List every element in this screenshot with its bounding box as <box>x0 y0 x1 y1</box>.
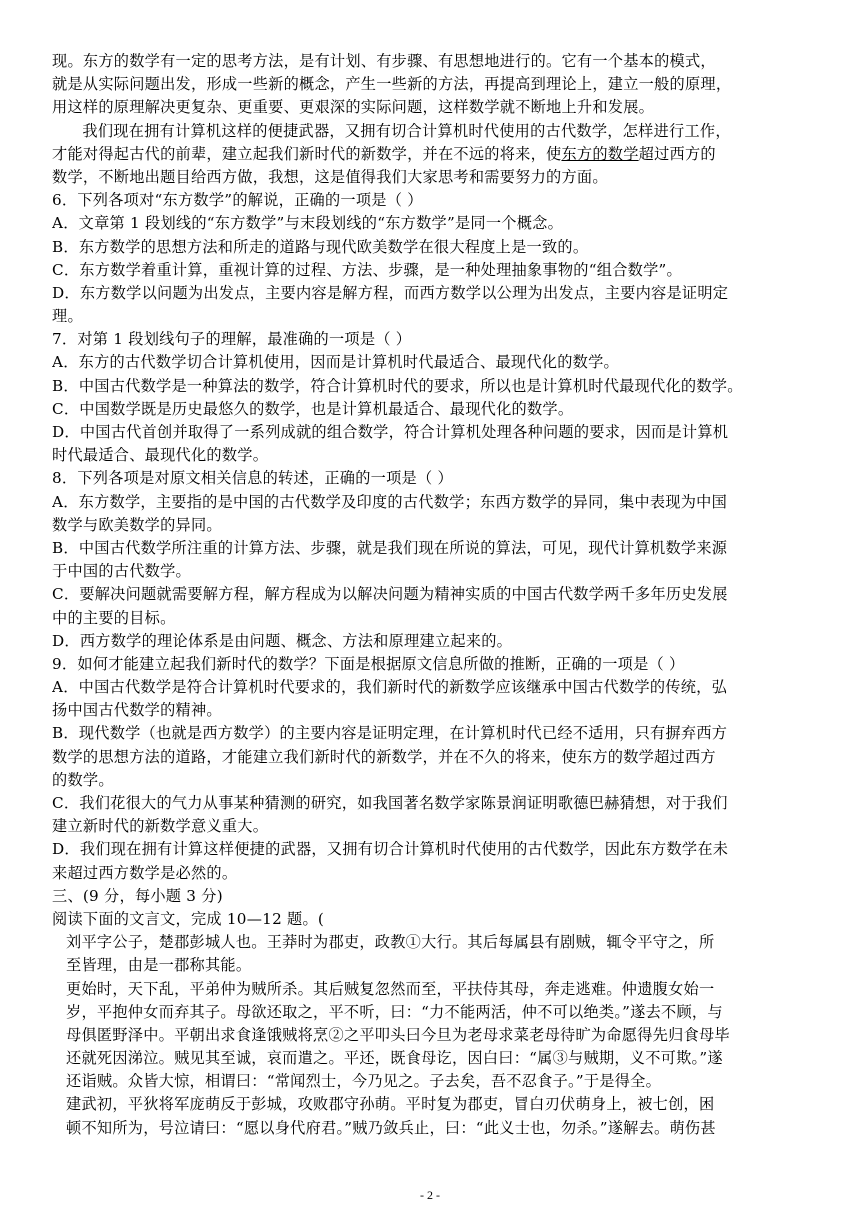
text-line: C．我们花很大的气力从事某种猜测的研究，如我国著名数学家陈景润证明歌德巴赫猜想，对于我们 <box>52 794 728 812</box>
text-line: A．文章第 1 段划线的“东方数学”与末段划线的“东方数学”是同一个概念。 <box>52 214 564 233</box>
text-line: 数学与欧美数学的异同。 <box>52 515 222 534</box>
text-line: D．西方数学的理论体系是由问题、概念、方法和原理建立起来的。 <box>52 631 513 650</box>
text-line: 还诣贼。众皆大惊，相谓曰：“常闻烈士，今乃见之。子去矣，吾不忍食子。”于是得全。 <box>66 1072 662 1091</box>
text-line: C．要解决问题就需要解方程，解方程成为以解决问题为精神实质的中国古代数学两千多年历史发展 <box>52 585 728 604</box>
text-line: 中的主要的目标。 <box>52 608 176 627</box>
text-line: 时代最适合、最现代化的数学。 <box>52 446 269 465</box>
text-line: 数学，不断地出题目给西方做，我想，这是值得我们大家思考和需要努力的方面。 <box>52 167 608 186</box>
underlined-phrase: 东方的数学 <box>561 144 639 163</box>
text-line: C．中国数学既是历史最悠久的数学，也是计算机最适合、最现代化的数学。 <box>52 399 574 418</box>
text-line: 7．对第 1 段划线句子的理解，最准确的一项是（ ） <box>52 330 412 349</box>
text-line: 建武初，平狄将军庞萌反于彭城，攻败郡守孙萌。平时复为郡吏，冒白刃伏萌身上，被七创，困 <box>66 1095 715 1114</box>
text-line: A．东方的古代数学切合计算机使用，因而是计算机时代最适合、最现代化的数学。 <box>52 353 619 372</box>
text-line: 我们现在拥有计算机这样的便捷武器，又拥有切合计算机时代使用的古代数学，怎样进行工作， <box>82 121 731 140</box>
text-line: 8．下列各项是对原文相关信息的转述，正确的一项是（ ） <box>52 469 453 488</box>
page-number: - 2 - <box>420 1188 440 1202</box>
text-line: 理。 <box>52 307 83 326</box>
text-line: 顿不知所为，号泣请曰：“愿以身代府君。”贼乃敛兵止，曰：“此义士也，勿杀。”遂解去。萌伤甚 <box>66 1118 716 1137</box>
text-line: C．东方数学着重计算，重视计算的过程、方法、步骤，是一种处理抽象事物的“组合数学”。 <box>52 260 682 279</box>
text-line: 母俱匿野泽中。平朝出求食逢饿贼将烹②之平叩头曰今旦为老母求菜老母待旷为命愿得先归食母毕 <box>66 1025 730 1044</box>
text-line: 三、(9 分，每小题 3 分) <box>52 886 223 905</box>
text-line: 建立新时代的新数学意义重大。 <box>52 817 269 836</box>
text-line: 用这样的原理解决更复杂、更重要、更艰深的实际问题，这样数学就不断地上升和发展。 <box>52 98 655 117</box>
text-line: 岁，平抱仲女而弃其子。母欲还取之，平不听，曰：“力不能两活，仲不可以绝类。”遂去不顾，与 <box>66 1002 723 1021</box>
text-line: 数学的思想方法的道路，才能建立我们新时代的新数学，并在不久的将来，使东方的数学超过西方 <box>52 747 716 766</box>
text-line: A．东方数学，主要指的是中国的古代数学及印度的古代数学；东西方数学的异同，集中表现为中国 <box>52 492 728 511</box>
text-line: 于中国的古代数学。 <box>52 562 191 581</box>
text-line: B．中国古代数学是一种算法的数学，符合计算机时代的要求，所以也是计算机时代最现代化的数学。 <box>52 376 743 395</box>
text-line: 还就死因涕泣。贼见其至诚，哀而遣之。平还，既食母讫，因白曰：“属③与贼期，义不可欺。”遂 <box>66 1049 723 1068</box>
text-line: D．东方数学以问题为出发点，主要内容是解方程，而西方数学以公理为出发点，主要内容是证明定 <box>52 283 729 302</box>
line-text: 才能对得起古代的前辈，建立起我们新时代的新数学，并在不远的将来，使 <box>52 144 562 163</box>
text-line <box>52 143 812 166</box>
text-line: 更始时，天下乱，平弟仲为贼所杀。其后贼复忽然而至，平扶侍其母，奔走逃难。仲遗腹女始一 <box>66 979 715 998</box>
text-line: B．中国古代数学所注重的计算方法、步骤，就是我们现在所说的算法，可见，现代计算机数学来源 <box>52 538 728 557</box>
text-line: 的数学。 <box>52 770 114 789</box>
text-line: 至皆理，由是一郡称其能。 <box>66 956 252 975</box>
text-line: D．中国古代首创并取得了一系列成就的组合数学，符合计算机处理各种问题的要求，因而是计算机 <box>52 423 729 441</box>
text-line: B．东方数学的思想方法和所走的道路与现代欧美数学在很大程度上是一致的。 <box>52 237 589 256</box>
text-line: 9．如何才能建立起我们新时代的数学？下面是根据原文信息所做的推断，正确的一项是（ ） <box>52 654 685 673</box>
text-line: 就是从实际问题出发，形成一些新的概念，产生一些新的方法，再提高到理论上，建立一般的原理， <box>52 75 732 94</box>
text-line: 6．下列各项对“东方数学”的解说，正确的一项是（ ） <box>52 191 423 210</box>
text-line: A．中国古代数学是符合计算机时代要求的，我们新时代的新数学应该继承中国古代数学的传统，弘 <box>52 678 728 697</box>
text-line: 现。东方的数学有一定的思考方法，是有计划、有步骤、有思想地进行的。它有一个基本的模式， <box>52 52 716 70</box>
text-line: 扬中国古代数学的精神。 <box>52 701 222 720</box>
document-page <box>52 50 812 1140</box>
text-line: 阅读下面的文言文，完成 10—12 题。( <box>52 909 325 928</box>
text-line: D．我们现在拥有计算这样便捷的武器，又拥有切合计算机时代使用的古代数学，因此东方数学在未 <box>52 840 729 859</box>
text-line: 刘平字公子，楚郡彭城人也。王莽时为郡吏，政教①大行。其后每属县有剧贼，辄令平守之，所 <box>66 933 715 952</box>
text-line: B．现代数学（也就是西方数学）的主要内容是证明定理，在计算机时代已经不适用，只有摒弃西方 <box>52 724 728 743</box>
line-text: 超过西方的 <box>638 144 716 163</box>
text-line: 来超过西方数学是必然的。 <box>52 863 238 882</box>
